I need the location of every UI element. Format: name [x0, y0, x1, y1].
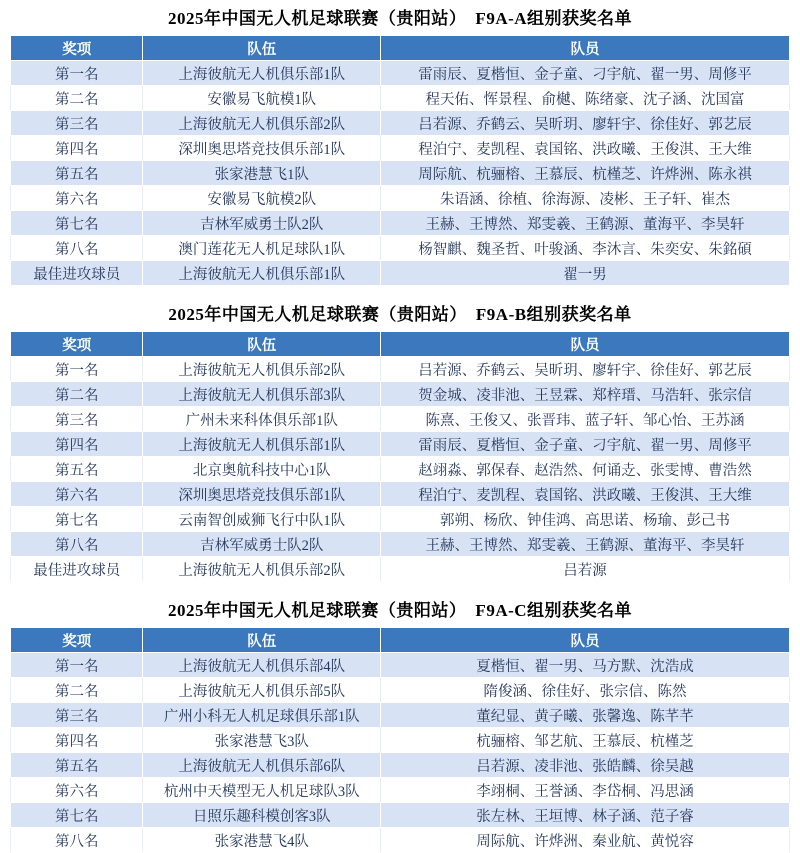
awards-table: [10, 627, 790, 853]
team-cell: 张家港慧飞1队: [143, 161, 381, 186]
team-cell: 上海彼航无人机俱乐部6队: [143, 753, 381, 778]
column-header: 奖项: [11, 332, 143, 357]
award-cell: 第三名: [11, 407, 143, 432]
award-cell: 第四名: [11, 136, 143, 161]
column-header: 队伍: [143, 628, 381, 653]
players-cell: 王赫、王博然、郑雯羲、王鹤源、董海平、李昊轩: [381, 532, 790, 557]
award-cell: 第八名: [11, 532, 143, 557]
team-cell: 吉林军威勇士队2队: [143, 211, 381, 236]
column-header: 队伍: [143, 332, 381, 357]
table-row: [11, 211, 790, 236]
award-cell: 第五名: [11, 753, 143, 778]
table-row: [11, 136, 790, 161]
team-cell: 上海彼航无人机俱乐部2队: [143, 111, 381, 136]
players-cell: 贺金城、凌非池、王昱霖、郑梓瑨、马浩轩、张宗信: [381, 382, 790, 407]
team-cell: 云南智创威狮飞行中队1队: [143, 507, 381, 532]
players-cell: 杨智麒、魏圣哲、叶骏涵、李沐言、朱奕安、朱銘碩: [381, 236, 790, 261]
award-cell: 第一名: [11, 357, 143, 382]
players-cell: 吕若源、凌非池、张皓麟、徐吴越: [381, 753, 790, 778]
header-row: [11, 36, 790, 61]
players-cell: 杭骊榕、邹艺航、王慕辰、杭槿芝: [381, 728, 790, 753]
award-cell: 第一名: [11, 61, 143, 86]
award-cell: 第八名: [11, 828, 143, 853]
team-cell: 澳门莲花无人机足球队1队: [143, 236, 381, 261]
players-cell: 隋俊涵、徐佳好、张宗信、陈然: [381, 678, 790, 703]
table-section: [0, 0, 800, 286]
table-row: [11, 186, 790, 211]
team-cell: 上海彼航无人机俱乐部1队: [143, 61, 381, 86]
table-title: 2025年中国无人机足球联赛（贵阳站） F9A-B组别获奖名单: [168, 305, 632, 324]
team-cell: 安徽易飞航模2队: [143, 186, 381, 211]
team-cell: 上海彼航无人机俱乐部3队: [143, 382, 381, 407]
team-cell: 深圳奥思塔竞技俱乐部1队: [143, 136, 381, 161]
team-cell: 安徽易飞航模1队: [143, 86, 381, 111]
award-cell: 第六名: [11, 186, 143, 211]
players-cell: 董纪显、黄子曦、张馨逸、陈芊芊: [381, 703, 790, 728]
team-cell: 吉林军威勇士队2队: [143, 532, 381, 557]
players-cell: 程泊宁、麦凯程、袁国铭、洪政曦、王俊淇、王大维: [381, 136, 790, 161]
table-row: [11, 61, 790, 86]
award-cell: 第二名: [11, 678, 143, 703]
award-cell: 最佳进攻球员: [11, 261, 143, 286]
award-cell: 第六名: [11, 482, 143, 507]
table-row: [11, 653, 790, 678]
table-row: [11, 778, 790, 803]
table-section: [0, 286, 800, 582]
table-row: [11, 261, 790, 286]
table-row: [11, 482, 790, 507]
team-cell: 杭州中天模型无人机足球队3队: [143, 778, 381, 803]
award-cell: 第三名: [11, 703, 143, 728]
table-row: [11, 382, 790, 407]
table-row: [11, 357, 790, 382]
award-cell: 第七名: [11, 507, 143, 532]
players-cell: 朱语涵、徐植、徐海源、凌彬、王子轩、崔杰: [381, 186, 790, 211]
players-cell: 翟一男: [381, 261, 790, 286]
award-cell: 第二名: [11, 382, 143, 407]
players-cell: 吕若源、乔鹤云、吴昕玥、廖轩宇、徐佳好、郭艺辰: [381, 111, 790, 136]
award-cell: 第八名: [11, 236, 143, 261]
table-row: [11, 161, 790, 186]
award-cell: 第三名: [11, 111, 143, 136]
team-cell: 深圳奥思塔竞技俱乐部1队: [143, 482, 381, 507]
team-cell: 上海彼航无人机俱乐部4队: [143, 653, 381, 678]
award-cell: 第六名: [11, 778, 143, 803]
table-row: [11, 457, 790, 482]
column-header: 队员: [381, 332, 790, 357]
award-cell: 第七名: [11, 803, 143, 828]
award-cell: 第七名: [11, 211, 143, 236]
award-cell: 第四名: [11, 432, 143, 457]
awards-table: [10, 35, 790, 286]
table-row: [11, 532, 790, 557]
table-row: [11, 432, 790, 457]
players-cell: 陈熹、王俊又、张晋玮、蓝子轩、邹心怡、王苏涵: [381, 407, 790, 432]
column-header: 奖项: [11, 628, 143, 653]
award-cell: 第四名: [11, 728, 143, 753]
players-cell: 郭朔、杨欣、钟佳鸿、高思诺、杨瑜、彭己书: [381, 507, 790, 532]
players-cell: 吕若源: [381, 557, 790, 582]
table-row: [11, 678, 790, 703]
award-cell: 第五名: [11, 457, 143, 482]
team-cell: 上海彼航无人机俱乐部2队: [143, 557, 381, 582]
table-row: [11, 828, 790, 853]
team-cell: 上海彼航无人机俱乐部5队: [143, 678, 381, 703]
players-cell: 王赫、王博然、郑雯羲、王鹤源、董海平、李昊轩: [381, 211, 790, 236]
players-cell: 张左林、王垣博、林子涵、范子睿: [381, 803, 790, 828]
team-cell: 张家港慧飞3队: [143, 728, 381, 753]
table-row: [11, 803, 790, 828]
team-cell: 广州未来科体俱乐部1队: [143, 407, 381, 432]
table-row: [11, 86, 790, 111]
header-row: [11, 628, 790, 653]
players-cell: 雷雨辰、夏楷恒、金子童、刁宇航、翟一男、周修平: [381, 432, 790, 457]
players-cell: 赵翊淼、郭保春、赵浩然、何诵赱、张雯博、曹浩然: [381, 457, 790, 482]
team-cell: 日照乐趣科模创客3队: [143, 803, 381, 828]
team-cell: 上海彼航无人机俱乐部2队: [143, 357, 381, 382]
players-cell: 李翊桐、王誉涵、李岱桐、冯思涵: [381, 778, 790, 803]
table-row: [11, 753, 790, 778]
awards-table: [10, 331, 790, 582]
award-cell: 第二名: [11, 86, 143, 111]
table-row: [11, 728, 790, 753]
team-cell: 上海彼航无人机俱乐部1队: [143, 261, 381, 286]
award-cell: 第五名: [11, 161, 143, 186]
table-section: [0, 582, 800, 853]
table-title: 2025年中国无人机足球联赛（贵阳站） F9A-C组别获奖名单: [167, 601, 633, 620]
award-cell: 最佳进攻球员: [11, 557, 143, 582]
award-cell: 第一名: [11, 653, 143, 678]
team-cell: 上海彼航无人机俱乐部1队: [143, 432, 381, 457]
players-cell: 程天佑、恽景程、俞樾、陈绪豪、沈子涵、沈国富: [381, 86, 790, 111]
players-cell: 周际航、杭骊榕、王慕辰、杭槿芝、许烨洲、陈永祺: [381, 161, 790, 186]
players-cell: 夏楷恒、翟一男、马方默、沈浩成: [381, 653, 790, 678]
team-cell: 广州小科无人机足球俱乐部1队: [143, 703, 381, 728]
players-cell: 周际航、许烨洲、秦业航、黄悦容: [381, 828, 790, 853]
players-cell: 雷雨辰、夏楷恒、金子童、刁宇航、翟一男、周修平: [381, 61, 790, 86]
table-row: [11, 703, 790, 728]
players-cell: 程泊宁、麦凯程、袁国铭、洪政曦、王俊淇、王大维: [381, 482, 790, 507]
table-title: 2025年中国无人机足球联赛（贵阳站） F9A-A组别获奖名单: [167, 9, 633, 28]
table-row: [11, 557, 790, 582]
players-cell: 吕若源、乔鹤云、吴昕玥、廖轩宇、徐佳好、郭艺辰: [381, 357, 790, 382]
column-header: 队员: [381, 36, 790, 61]
header-row: [11, 332, 790, 357]
team-cell: 北京奥航科技中心1队: [143, 457, 381, 482]
team-cell: 张家港慧飞4队: [143, 828, 381, 853]
table-row: [11, 407, 790, 432]
table-row: [11, 236, 790, 261]
column-header: 队员: [381, 628, 790, 653]
column-header: 队伍: [143, 36, 381, 61]
table-row: [11, 111, 790, 136]
column-header: 奖项: [11, 36, 143, 61]
table-row: [11, 507, 790, 532]
